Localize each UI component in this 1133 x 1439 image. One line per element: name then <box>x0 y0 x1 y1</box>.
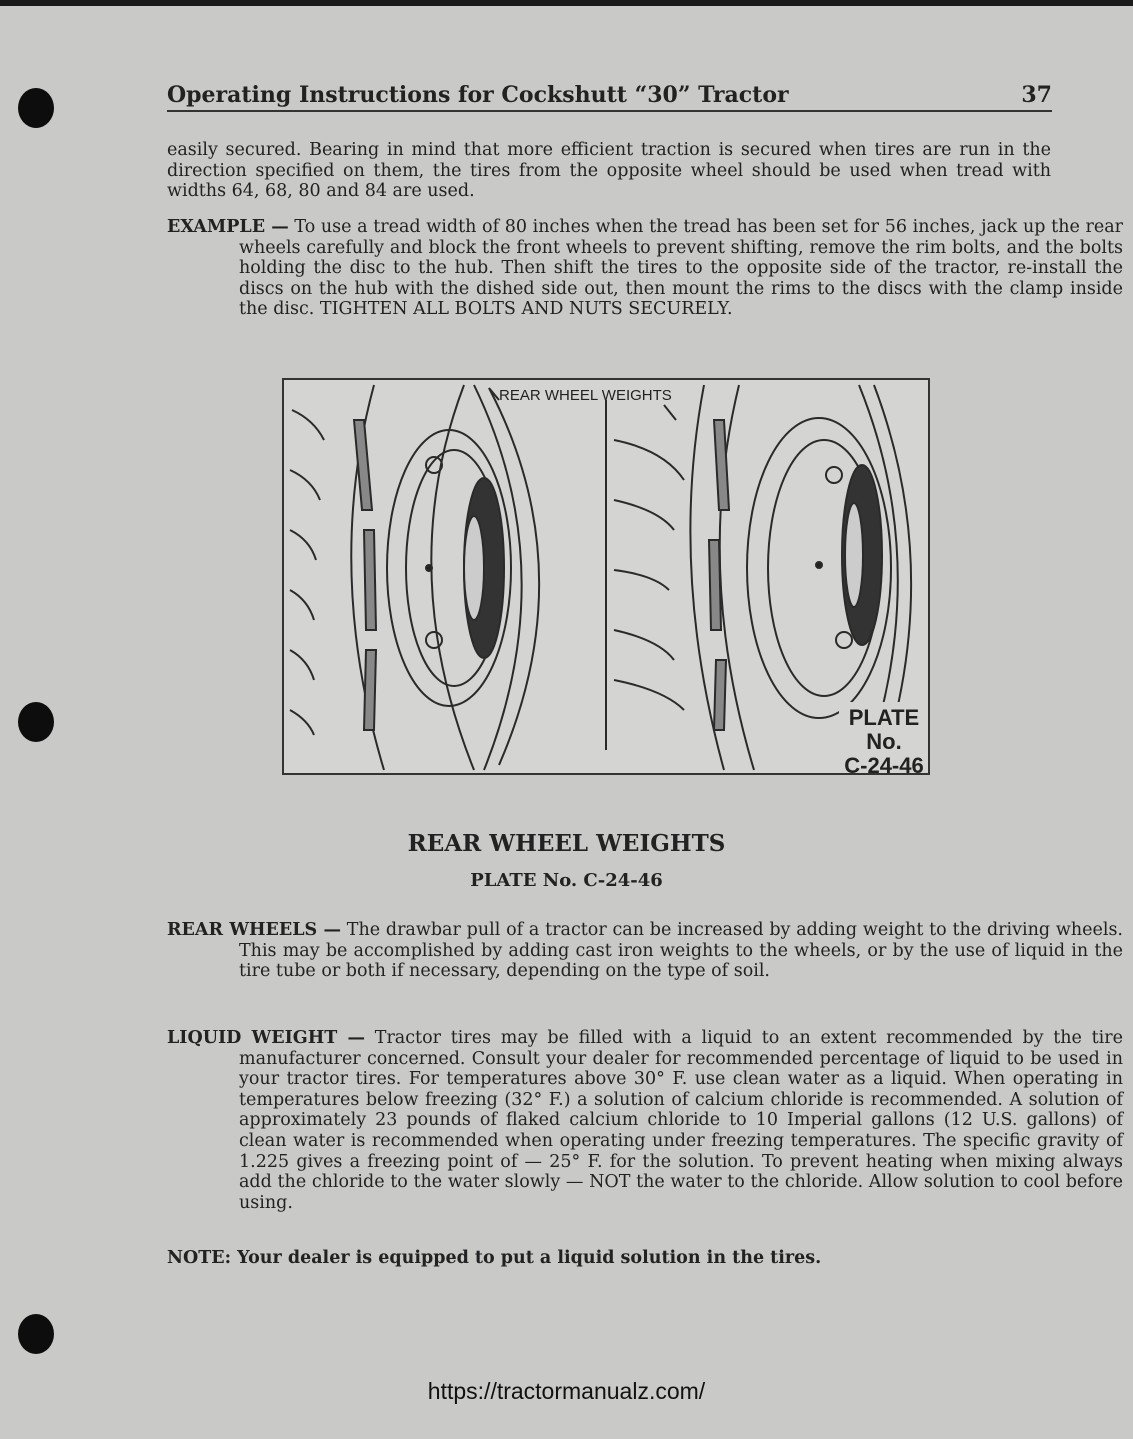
rear-wheels-term: REAR WHEELS — <box>167 920 341 940</box>
liquid-weight-term: LIQUID WEIGHT — <box>167 1028 366 1048</box>
header-title: Operating Instructions for Cockshutt “30” Tractor <box>167 82 789 108</box>
figure-caption-subtitle: PLATE No. C-24-46 <box>470 870 663 891</box>
plate-label-line1: PLATE <box>848 705 920 730</box>
page-top-border <box>0 0 1133 6</box>
wheel-illustration <box>284 380 928 773</box>
intro-paragraph: easily secured. Bearing in mind that more efficient traction is secured when tires are run in the direction specified on them, the tires from the opposite wheel should be used when tread with widths 64, 68, 80 and 84 are used. <box>167 140 1051 202</box>
footer-url[interactable]: https://tractormanualz.com/ <box>427 1378 706 1404</box>
example-text: To use a tread width of 80 inches when the tread has been set for 56 inches, jack up the rear wheels carefully and block the front wheels to prevent shifting, remove the rim bolts, and the bolts holding the disc to the hub. Then shift the tires to the opposite side of the tractor, re-install the discs on the hub with the dished side out, then mount the rims to the discs with the clamp inside the disc. TIGHTEN ALL BOLTS AND NUTS SECURELY. <box>239 217 1123 320</box>
rear-wheels-paragraph <box>167 920 1123 982</box>
note-paragraph: NOTE: Your dealer is equipped to put a liquid solution in the tires. <box>167 1248 822 1268</box>
plate-label-line3: C-24-46 <box>844 753 924 773</box>
rear-wheels-text: The drawbar pull of a tractor can be increased by adding weight to the driving wheels. This may be accomplished by adding cast iron weights to the wheels, or by the use of liquid in the tire tube or both if necessary, depending on the type of soil. <box>239 920 1123 982</box>
binder-hole-top <box>18 88 54 128</box>
running-header <box>167 76 1052 112</box>
figure-caption-title: REAR WHEEL WEIGHTS <box>407 830 726 857</box>
rear-wheel-weights-figure <box>282 378 930 775</box>
liquid-weight-paragraph <box>167 1028 1123 1213</box>
plate-label-line2: No. <box>866 729 902 754</box>
example-term: EXAMPLE — <box>167 217 289 237</box>
liquid-weight-text: Tractor tires may be filled with a liquid to an extent recommended by the tire manufacturer concerned. Consult your dealer for recommended percentage of liquid to be used in your tractor tires. For temperatures above 30° F. use clean water as a liquid. When operating in temperatures below freezing (32° F.) a solution of calcium chloride is recommended. A solution of approximately 23 pounds of flaked calcium chloride to 10 Imperial gallons (12 U.S. gallons) of clean water is recommended when operating under freezing temperatures. The specific gravity of 1.225 gives a freezing point of — 25° F. for the solution. To prevent heating when mixing always add the chloride to the water slowly — NOT the water to the chloride. Allow solution to cool before using. <box>239 1028 1123 1213</box>
binder-hole-bottom <box>18 1314 54 1354</box>
example-paragraph <box>167 217 1123 320</box>
figure-label: REAR WHEEL WEIGHTS <box>499 387 672 404</box>
page-number: 37 <box>1021 82 1052 108</box>
binder-hole-middle <box>18 702 54 742</box>
